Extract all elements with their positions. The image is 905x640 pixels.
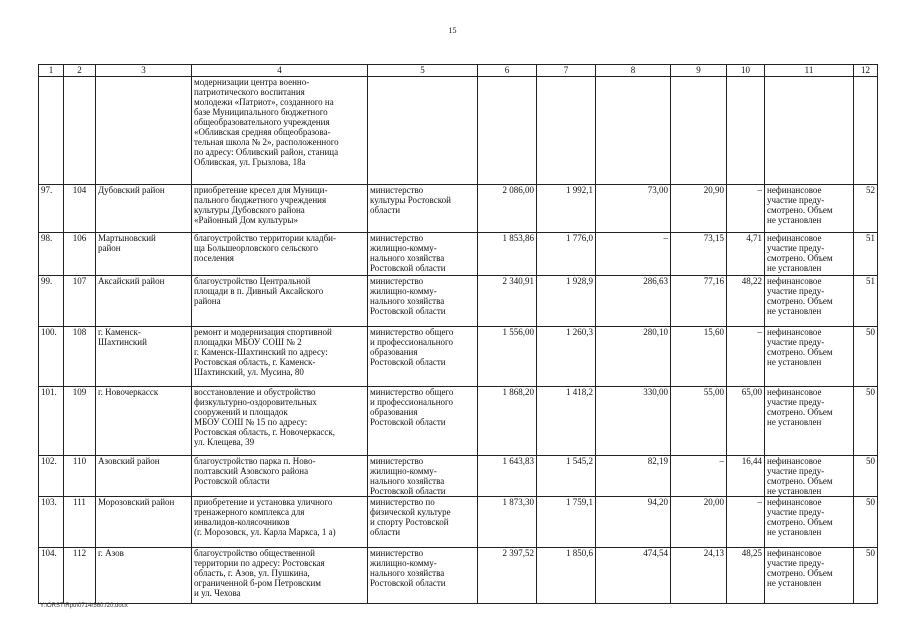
- cell-code: 109: [64, 387, 96, 456]
- cell-regional: 280,10: [596, 327, 671, 387]
- cell-row-number: 99.: [39, 276, 64, 327]
- cell-score: 50: [854, 548, 878, 604]
- cell-ministry: министерство по физической культуре и спорту Ростовской области: [368, 497, 478, 548]
- cell-local: –: [671, 456, 727, 497]
- cell-extra: –: [727, 327, 765, 387]
- column-number: 5: [368, 65, 478, 77]
- registry-table: [38, 64, 878, 604]
- cell-regional: 94,20: [596, 497, 671, 548]
- column-number: 1: [39, 65, 64, 77]
- cell-row-number: 101.: [39, 387, 64, 456]
- cell-ministry: министерство жилищно-комму- нального хозяйства Ростовской области: [368, 456, 478, 497]
- file-path-footer: Y:\ORST\Rpo\0714r560.f20.docx: [40, 603, 128, 609]
- cell-score: 50: [854, 327, 878, 387]
- cell-extra: 48,22: [727, 276, 765, 327]
- cell-total: 1 873,30: [478, 497, 537, 548]
- cell-federal: 1 260,3: [537, 327, 596, 387]
- cell-federal: 1 545,2: [537, 456, 596, 497]
- cell-description: благоустройство Центральной площади в п. Дивный Аксайского района: [192, 276, 368, 327]
- cell-empty: [765, 77, 854, 185]
- cell-nonfinancial: нефинансовое участие преду- смотрено. Объем не установлен: [765, 387, 854, 456]
- cell-district: г. Новочеркасск: [96, 387, 192, 456]
- cell-score: 50: [854, 497, 878, 548]
- column-number: 6: [478, 65, 537, 77]
- cell-code: 111: [64, 497, 96, 548]
- table-row: [39, 327, 878, 387]
- cell-total: 2 086,00: [478, 185, 537, 233]
- cell-description: ремонт и модернизация спортивной площадки МБОУ СОШ № 2 г. Каменск-Шахтинский по адресу: Ростовская область, г. Каменск- Шахтинский, ул. Мусина, 80: [192, 327, 368, 387]
- cell-row-number: 104.: [39, 548, 64, 604]
- column-number: 2: [64, 65, 96, 77]
- cell-ministry: министерство культуры Ростовской области: [368, 185, 478, 233]
- cell-empty: [368, 77, 478, 185]
- cell-score: 50: [854, 456, 878, 497]
- table-row: [39, 497, 878, 548]
- cell-empty: [64, 77, 96, 185]
- cell-district: Мартыновский район: [96, 233, 192, 276]
- cell-row-number: 103.: [39, 497, 64, 548]
- cell-empty: [537, 77, 596, 185]
- cell-total: 2 340,91: [478, 276, 537, 327]
- cell-regional: 73,00: [596, 185, 671, 233]
- cell-ministry: министерство жилищно-комму- нального хозяйства Ростовской области: [368, 276, 478, 327]
- cell-nonfinancial: нефинансовое участие преду- смотрено. Объем не установлен: [765, 548, 854, 604]
- page-number: 15: [448, 26, 457, 35]
- cell-description: благоустройство территории кладби- ща Большеорловского сельского поселения: [192, 233, 368, 276]
- cell-score: 52: [854, 185, 878, 233]
- cell-total: 2 397,52: [478, 548, 537, 604]
- cell-description: благоустройство парка п. Ново- полтавский Азовского района Ростовской области: [192, 456, 368, 497]
- table-row: [39, 185, 878, 233]
- table-row: [39, 276, 878, 327]
- cell-code: 108: [64, 327, 96, 387]
- cell-nonfinancial: нефинансовое участие преду- смотрено. Объем не установлен: [765, 276, 854, 327]
- cell-extra: 48,25: [727, 548, 765, 604]
- cell-ministry: министерство общего и профессионального образования Ростовской области: [368, 327, 478, 387]
- cell-extra: 16,44: [727, 456, 765, 497]
- cell-district: г. Азов: [96, 548, 192, 604]
- cell-regional: 286,63: [596, 276, 671, 327]
- cell-local: 20,90: [671, 185, 727, 233]
- column-number: 10: [727, 65, 765, 77]
- cell-district: Дубовский район: [96, 185, 192, 233]
- cell-code: 112: [64, 548, 96, 604]
- cell-extra: 65,00: [727, 387, 765, 456]
- cell-extra: –: [727, 185, 765, 233]
- cell-empty: [96, 77, 192, 185]
- cell-federal: 1 992,1: [537, 185, 596, 233]
- cell-empty: [478, 77, 537, 185]
- cell-local: 24,13: [671, 548, 727, 604]
- cell-federal: 1 850,6: [537, 548, 596, 604]
- cell-local: 77,16: [671, 276, 727, 327]
- cell-nonfinancial: нефинансовое участие преду- смотрено. Объем не установлен: [765, 185, 854, 233]
- cell-code: 107: [64, 276, 96, 327]
- cell-federal: 1 928,9: [537, 276, 596, 327]
- cell-empty: [596, 77, 671, 185]
- cell-empty: [727, 77, 765, 185]
- cell-federal: 1 759,1: [537, 497, 596, 548]
- cell-empty: [854, 77, 878, 185]
- column-number: 12: [854, 65, 878, 77]
- cell-ministry: министерство общего и профессионального образования Ростовской области: [368, 387, 478, 456]
- cell-empty: [39, 77, 64, 185]
- column-number: 11: [765, 65, 854, 77]
- cell-row-number: 97.: [39, 185, 64, 233]
- cell-description: благоустройство общественной территории по адресу: Ростовская область, г. Азов, ул. Пушкина, ограниченной б-ром Петровским и ул. Чехова: [192, 548, 368, 604]
- cell-district: Морозовский район: [96, 497, 192, 548]
- cell-nonfinancial: нефинансовое участие преду- смотрено. Объем не установлен: [765, 327, 854, 387]
- column-number: 4: [192, 65, 368, 77]
- cell-score: 50: [854, 387, 878, 456]
- cell-nonfinancial: нефинансовое участие преду- смотрено. Объем не установлен: [765, 233, 854, 276]
- cell-code: 106: [64, 233, 96, 276]
- table-row-continuation: [39, 77, 878, 185]
- cell-description: приобретение кресел для Муници- пального бюджетного учреждения культуры Дубовского района «Районный Дом культуры»: [192, 185, 368, 233]
- cell-local: 73,15: [671, 233, 727, 276]
- cell-description: модернизации центра военно- патриотического воспитания молодежи «Патриот», созданного на базе Муниципального бюджетного общеобразовательного учреждения «Обливская средняя общеобразова- тельная школа № 2», расположенного по адресу: Обливский район, станица Обливская, ул. Грызлова, 18а: [192, 77, 368, 185]
- column-number: 3: [96, 65, 192, 77]
- cell-regional: 82,19: [596, 456, 671, 497]
- cell-score: 51: [854, 233, 878, 276]
- cell-ministry: министерство жилищно-комму- нального хозяйства Ростовской области: [368, 233, 478, 276]
- column-number: 8: [596, 65, 671, 77]
- cell-local: 15,60: [671, 327, 727, 387]
- cell-district: Азовский район: [96, 456, 192, 497]
- cell-ministry: министерство жилищно-комму- нального хозяйства Ростовской области: [368, 548, 478, 604]
- cell-total: 1 556,00: [478, 327, 537, 387]
- column-number: 7: [537, 65, 596, 77]
- table-row: [39, 387, 878, 456]
- column-number-row: [39, 65, 878, 77]
- cell-district: Аксайский район: [96, 276, 192, 327]
- cell-row-number: 98.: [39, 233, 64, 276]
- cell-code: 110: [64, 456, 96, 497]
- cell-regional: 330,00: [596, 387, 671, 456]
- cell-description: приобретение и установка уличного тренажерного комплекса для инвалидов-колясочников (г. Морозовск, ул. Карла Маркса, 1 а): [192, 497, 368, 548]
- cell-score: 51: [854, 276, 878, 327]
- cell-district: г. Каменск- Шахтинский: [96, 327, 192, 387]
- cell-total: 1 868,20: [478, 387, 537, 456]
- cell-extra: –: [727, 497, 765, 548]
- cell-total: 1 643,83: [478, 456, 537, 497]
- cell-local: 20,00: [671, 497, 727, 548]
- cell-federal: 1 776,0: [537, 233, 596, 276]
- table-row: [39, 548, 878, 604]
- cell-empty: [671, 77, 727, 185]
- cell-local: 55,00: [671, 387, 727, 456]
- cell-extra: 4,71: [727, 233, 765, 276]
- cell-nonfinancial: нефинансовое участие преду- смотрено. Объем не установлен: [765, 456, 854, 497]
- column-number: 9: [671, 65, 727, 77]
- cell-regional: 474,54: [596, 548, 671, 604]
- cell-code: 104: [64, 185, 96, 233]
- cell-row-number: 100.: [39, 327, 64, 387]
- cell-description: восстановление и обустройство физкультурно-оздоровительных сооружений и площадок МБОУ СОШ № 15 по адресу: Ростовская область, г. Новочеркасск, ул. Клещева, 39: [192, 387, 368, 456]
- table-row: [39, 233, 878, 276]
- cell-total: 1 853,86: [478, 233, 537, 276]
- cell-regional: –: [596, 233, 671, 276]
- table-row: [39, 456, 878, 497]
- cell-federal: 1 418,2: [537, 387, 596, 456]
- cell-nonfinancial: нефинансовое участие преду- смотрено. Объем не установлен: [765, 497, 854, 548]
- cell-row-number: 102.: [39, 456, 64, 497]
